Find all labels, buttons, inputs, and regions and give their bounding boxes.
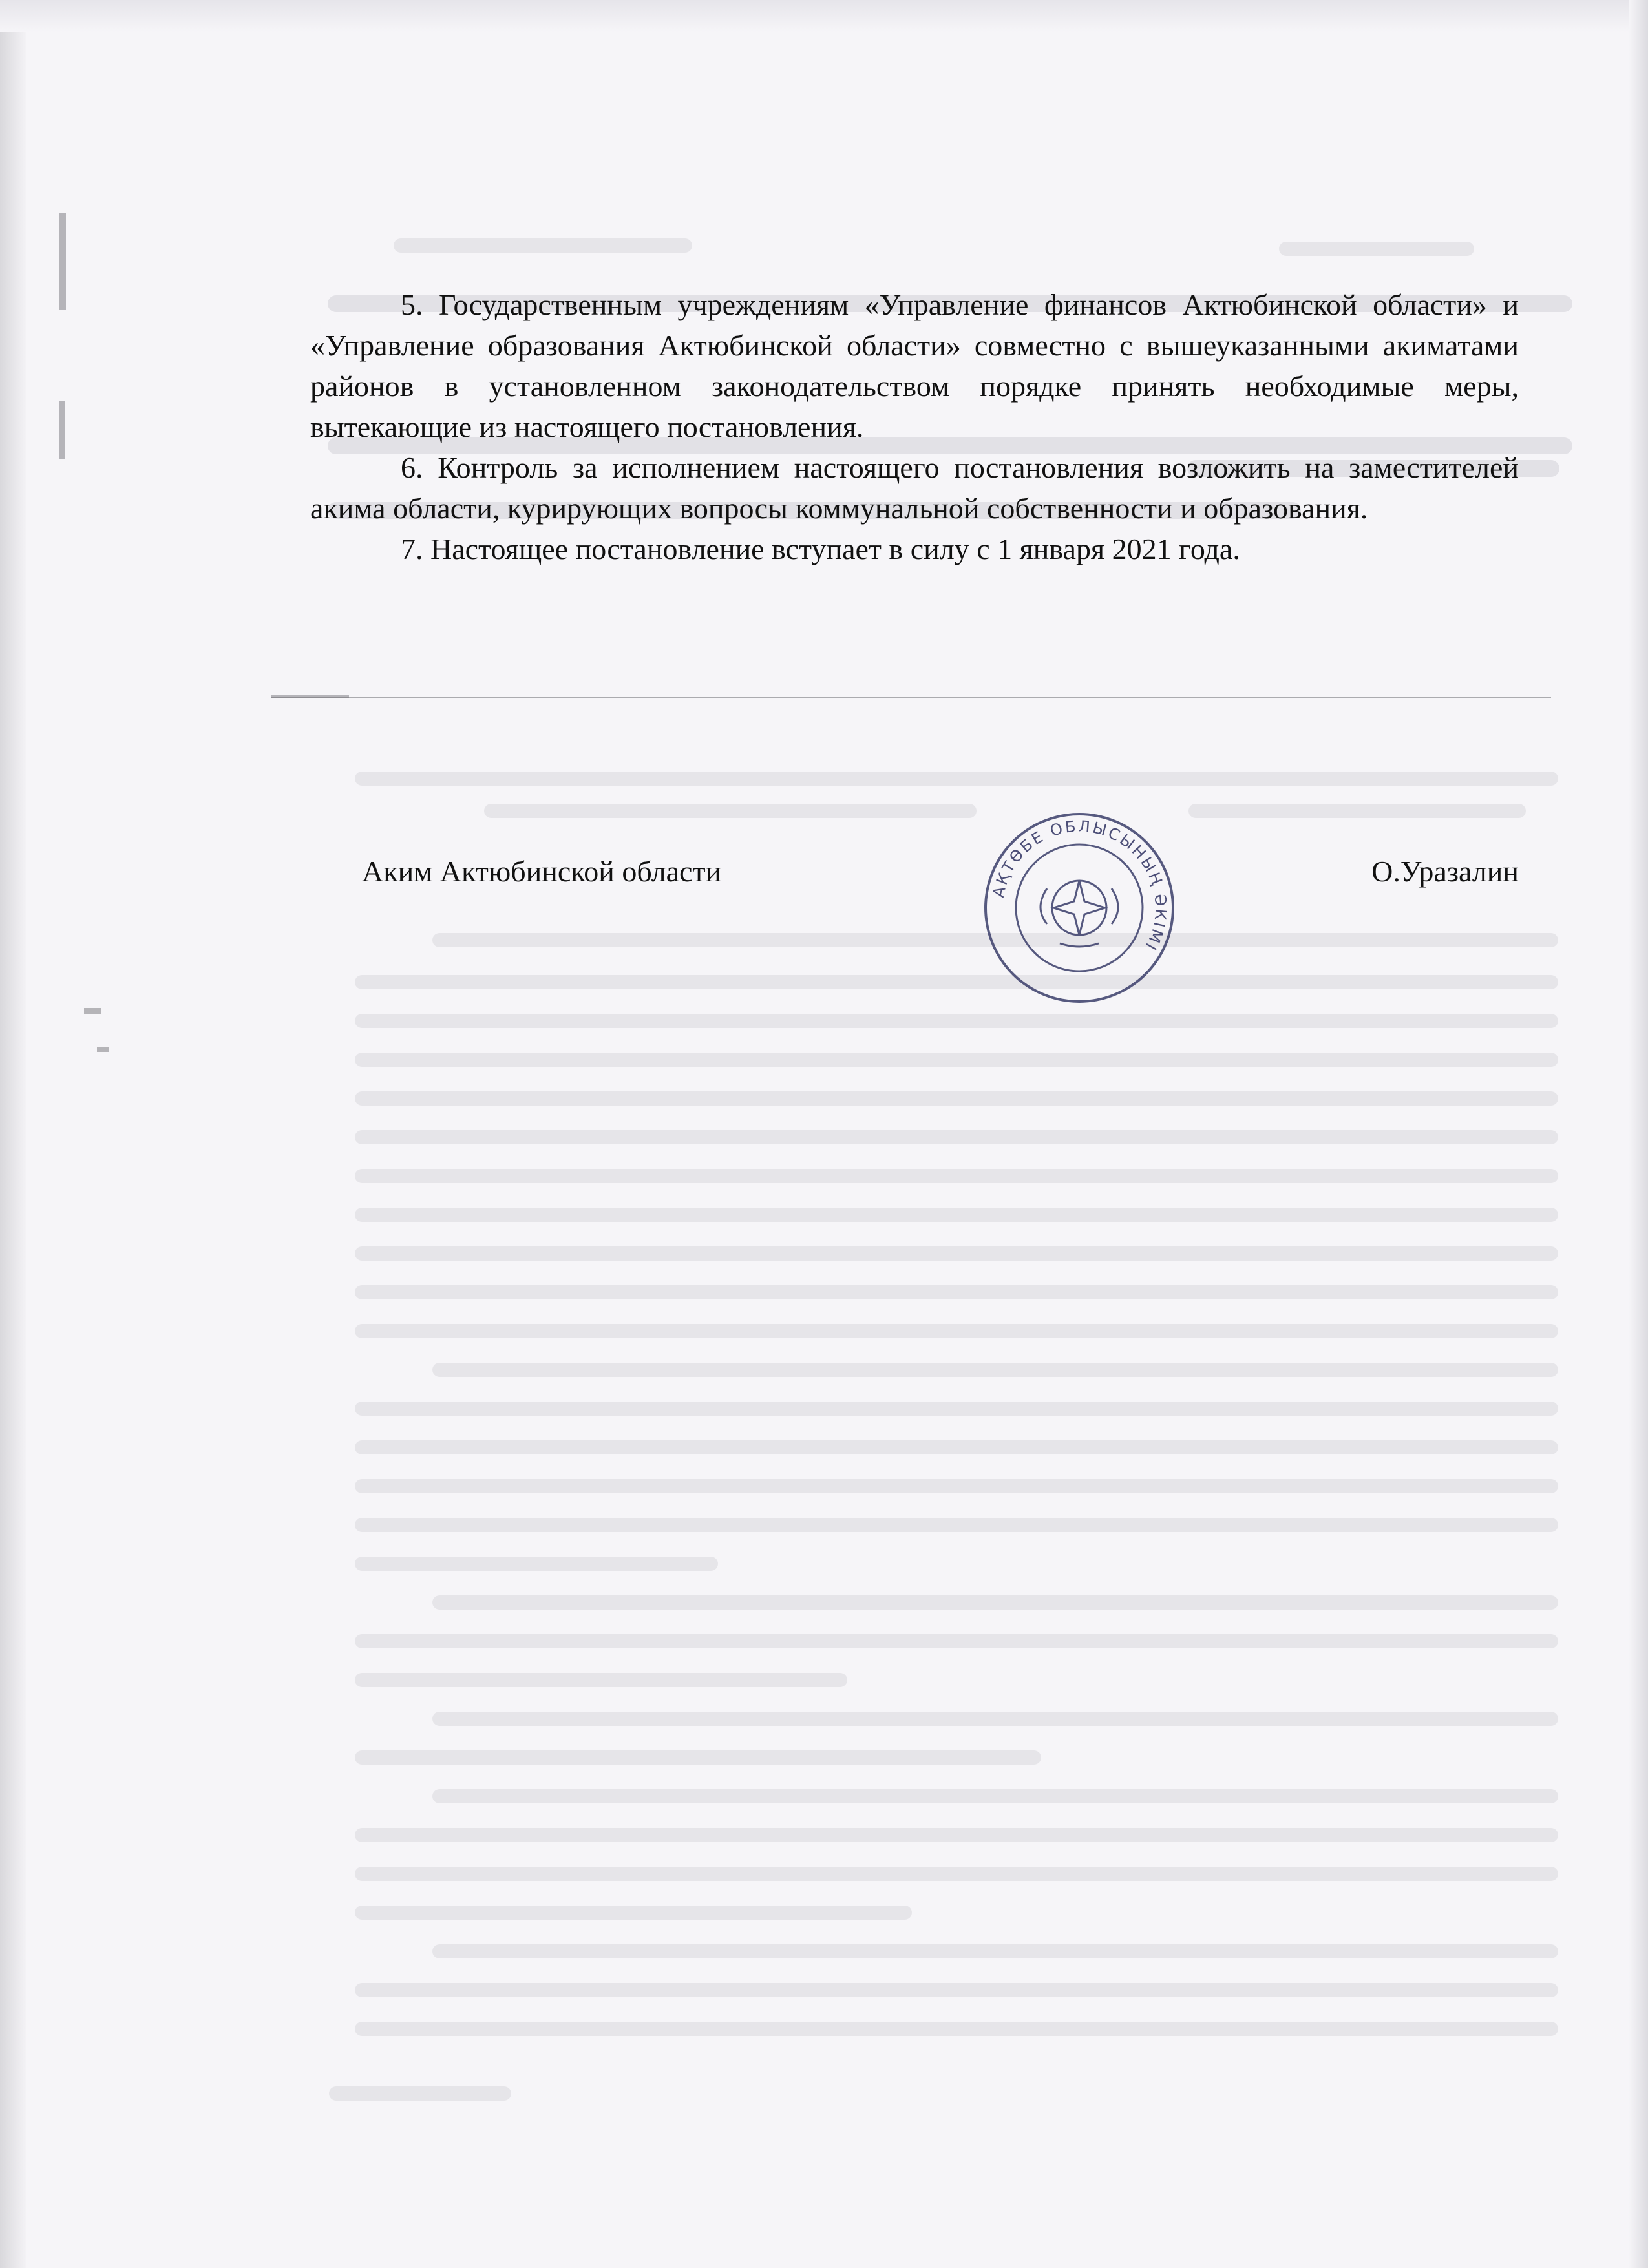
seal-ring-text: АҚТӨБЕ ОБЛЫСЫНЫҢ ӘКІМІ bbox=[989, 817, 1170, 955]
paragraph-7: 7. Настоящее постановление вступает в силу с 1 января 2021 года. bbox=[401, 532, 1240, 565]
official-seal-stamp bbox=[982, 811, 1176, 1005]
signature-block bbox=[362, 854, 1519, 888]
signatory-position: Аким Актюбинской области bbox=[362, 855, 722, 888]
paragraph-5: 5. Государственным учреждениям «Управление финансов Актюбинской области» и «Управление образования Актюбинской области» совместно с вышеуказанными акиматами районов в установленном законодательством порядке принять необходимые меры, вытекающие из настоящего постановления. bbox=[310, 288, 1519, 443]
emblem-icon bbox=[1041, 881, 1118, 947]
paragraph-6: 6. Контроль за исполнением настоящего постановления возложить на заместителей акима области, курирующих вопросы коммунальной собственности и образования. bbox=[310, 451, 1519, 525]
divider-line bbox=[271, 697, 1551, 698]
signatory-name: О.Уразалин bbox=[1371, 855, 1519, 888]
document-body bbox=[310, 284, 1519, 569]
